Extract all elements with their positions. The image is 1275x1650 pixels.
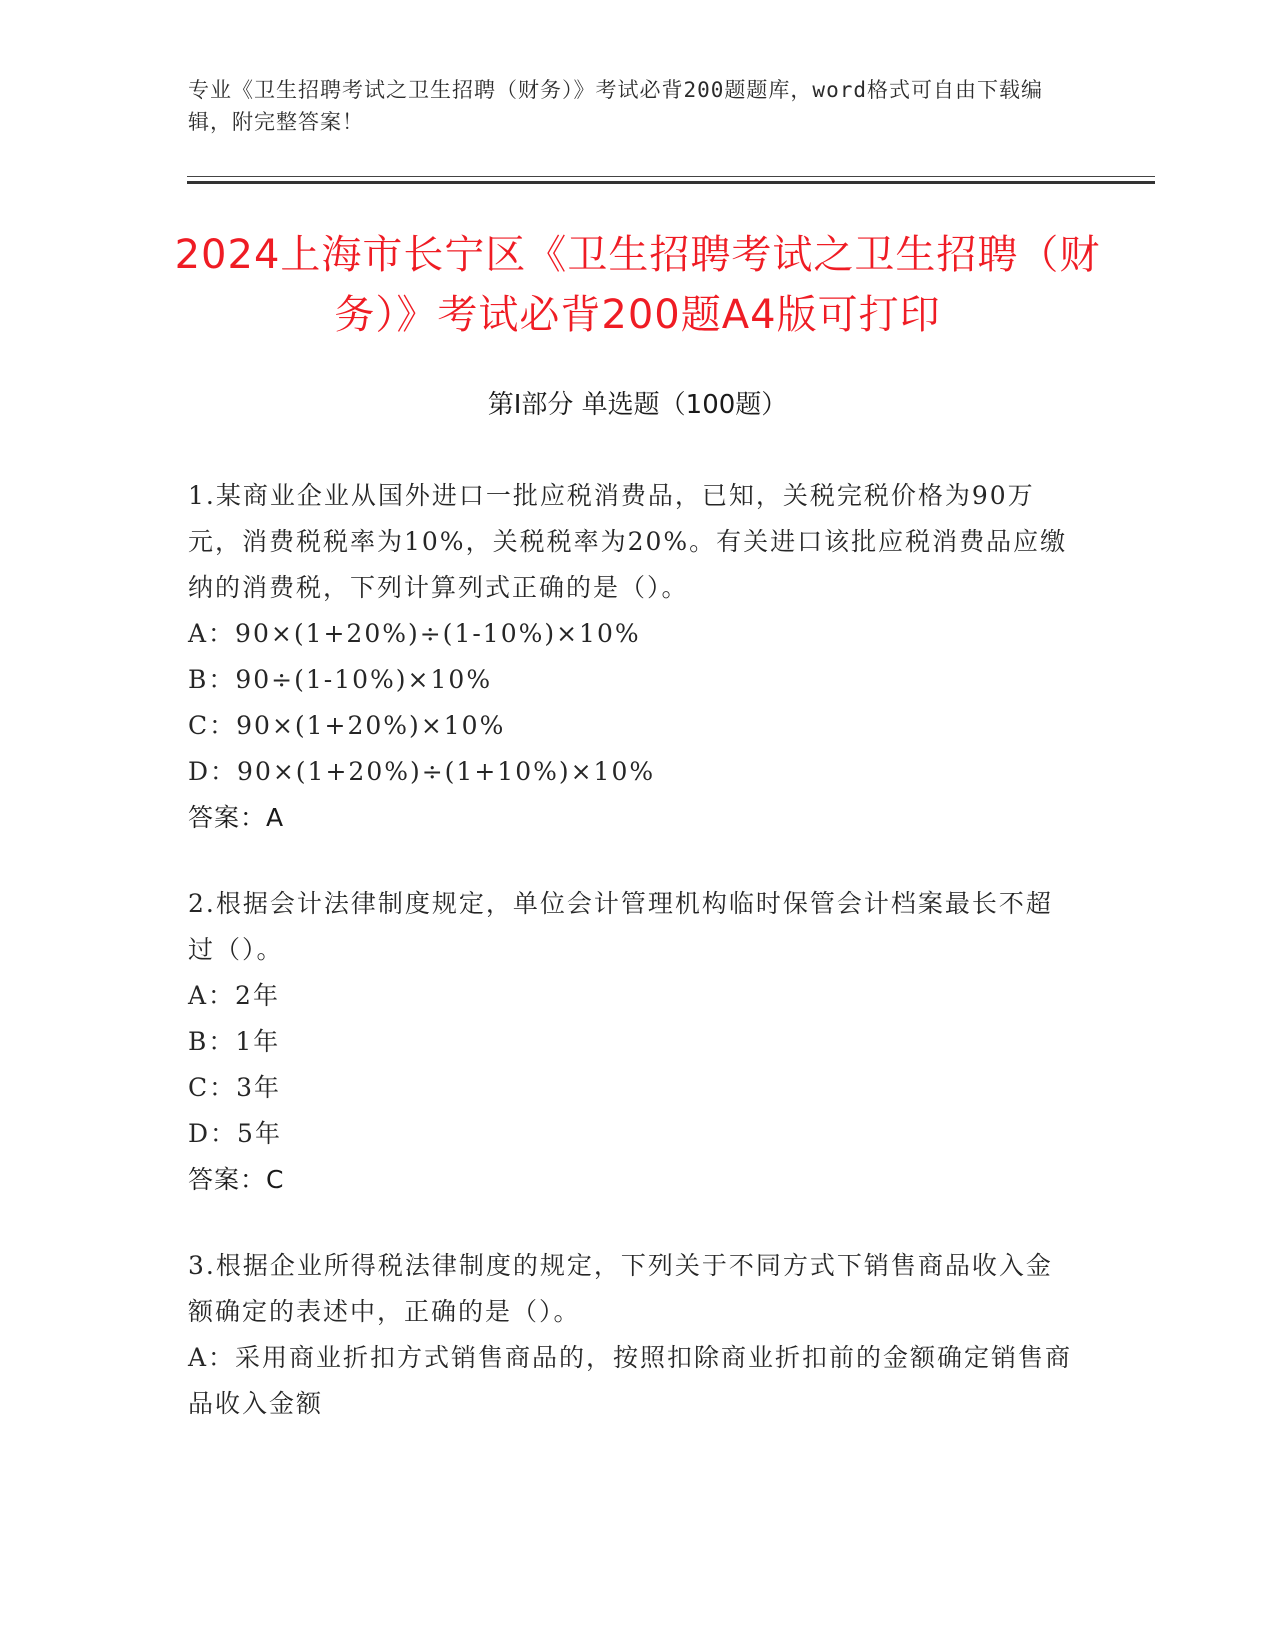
header-rule-thick: [187, 181, 1155, 184]
option-b: B：90÷(1-10%)×10%: [188, 665, 493, 694]
answer-line: 答案：C: [188, 1165, 285, 1194]
option-c: C：90×(1+20%)×10%: [188, 711, 506, 740]
question-1: [188, 473, 1078, 841]
header-note: 专业《卫生招聘考试之卫生招聘（财务）》考试必背200题题库，word格式可自由下载编辑，附完整答案！: [188, 78, 1043, 134]
option-a: A：90×(1+20%)÷(1-10%)×10%: [188, 619, 641, 648]
option-a: A：采用商业折扣方式销售商品的，按照扣除商业折扣前的金额确定销售商品收入金额: [188, 1343, 1073, 1418]
option-a: A：2年: [188, 981, 280, 1010]
question-stem: 3.根据企业所得税法律制度的规定，下列关于不同方式下销售商品收入金额确定的表述中，正确的是（）。: [188, 1251, 1053, 1326]
option-b: B：1年: [188, 1027, 281, 1056]
option-d: D：90×(1+20%)÷(1+10%)×10%: [188, 757, 656, 786]
option-c: C：3年: [188, 1073, 282, 1102]
header-rule-thin: [187, 176, 1155, 177]
question-stem: 1.某商业企业从国外进口一批应税消费品，已知，关税完税价格为90万元，消费税税率为10%，关税税率为20%。有关进口该批应税消费品应缴纳的消费税，下列计算列式正确的是（）。: [188, 481, 1068, 602]
option-d: D：5年: [188, 1119, 282, 1148]
question-list: [188, 473, 1078, 1467]
question-2: [188, 881, 1078, 1203]
question-3: [188, 1243, 1078, 1427]
question-stem: 2.根据会计法律制度规定，单位会计管理机构临时保管会计档案最长不超过（）。: [188, 889, 1053, 964]
document-title: 2024上海市长宁区《卫生招聘考试之卫生招聘（财务）》考试必背200题A4版可打印: [174, 232, 1101, 338]
section-heading: 第Ⅰ部分 单选题（100题）: [487, 390, 788, 420]
answer-line: 答案：A: [188, 803, 285, 832]
